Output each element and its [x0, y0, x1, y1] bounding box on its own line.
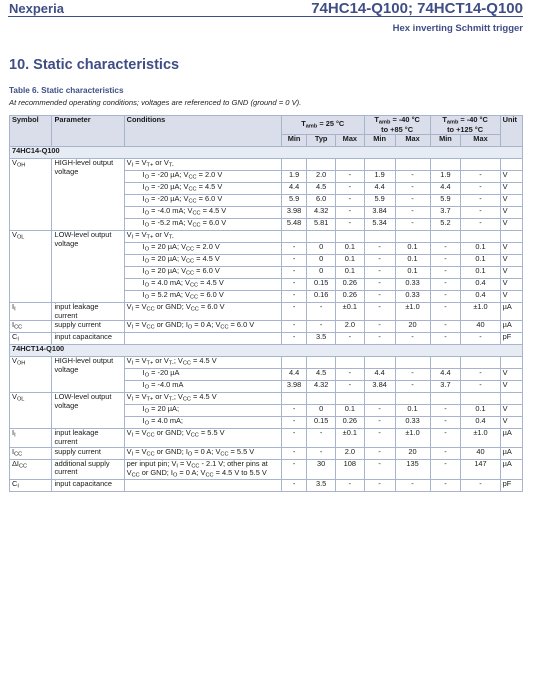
cell-unit: pF: [500, 480, 522, 492]
cell-max85: 0.1: [395, 243, 430, 255]
cell-min85: -: [364, 321, 395, 333]
cell-max125: -: [461, 207, 500, 219]
symbol-cell: $C_I$: [10, 333, 52, 345]
cell-unit: µA: [500, 429, 522, 447]
cell-max85: -: [395, 333, 430, 345]
cell-typ25: 3.5: [307, 333, 336, 345]
cell-max125: 0.1: [461, 405, 500, 417]
condition-cell: $V_I = V_{T+}$ or $V_{T-}$; $V_{CC} = 4.5$ V: [124, 357, 281, 369]
cell-min25: -: [281, 279, 306, 291]
cell-typ25: 4.32: [307, 207, 336, 219]
cell-typ25: -: [307, 429, 336, 447]
cell-max85: 0.33: [395, 417, 430, 429]
cell-min125: 3.7: [430, 381, 461, 393]
cell-max25: 0.1: [336, 243, 365, 255]
document-title: 74HC14-Q100; 74HCT14-Q100: [311, 0, 523, 17]
empty-cell: [336, 159, 365, 171]
header-tamb-85: $T_{amb} = -40$ °C to +85 °C: [364, 116, 430, 135]
cell-min25: 3.98: [281, 207, 306, 219]
cell-min85: -: [364, 303, 395, 321]
empty-cell: [461, 159, 500, 171]
cell-max125: -: [461, 369, 500, 381]
table-row: [10, 357, 523, 369]
symbol-cell: $V_{OH}$: [10, 357, 52, 393]
cell-unit: V: [500, 243, 522, 255]
cell-min85: -: [364, 267, 395, 279]
cell-typ25: 2.0: [307, 171, 336, 183]
cell-min85: -: [364, 429, 395, 447]
cell-max85: 20: [395, 447, 430, 459]
symbol-cell: $C_I$: [10, 480, 52, 492]
empty-cell: [336, 231, 365, 243]
cell-typ25: 5.81: [307, 219, 336, 231]
cell-min85: 4.4: [364, 369, 395, 381]
cell-unit: V: [500, 171, 522, 183]
empty-cell: [430, 231, 461, 243]
cell-typ25: -: [307, 303, 336, 321]
cell-min125: -: [430, 255, 461, 267]
header-symbol: Symbol: [10, 116, 52, 147]
cell-min25: -: [281, 267, 306, 279]
cell-min125: -: [430, 405, 461, 417]
cell-max85: -: [395, 171, 430, 183]
parameter-cell: LOW-level output voltage: [52, 393, 124, 429]
cell-unit: V: [500, 417, 522, 429]
cell-min25: -: [281, 429, 306, 447]
cell-min85: 4.4: [364, 183, 395, 195]
condition-cell: $I_O = -4.0$ mA; $V_{CC} = 4.5$ V: [124, 207, 281, 219]
condition-cell: [124, 480, 281, 492]
group-header-row: [10, 345, 523, 357]
cell-typ25: -: [307, 321, 336, 333]
empty-cell: [500, 231, 522, 243]
cell-unit: V: [500, 279, 522, 291]
cell-min125: 5.2: [430, 219, 461, 231]
empty-cell: [364, 393, 395, 405]
cell-min125: 5.9: [430, 195, 461, 207]
cell-min25: -: [281, 447, 306, 459]
brand-name: Nexperia: [9, 1, 64, 16]
cell-max125: ±1.0: [461, 429, 500, 447]
cell-max25: 2.0: [336, 447, 365, 459]
parameter-cell: LOW-level output voltage: [52, 231, 124, 303]
cell-unit: V: [500, 207, 522, 219]
condition-cell: $I_O = 4.0$ mA; $V_{CC} = 4.5$ V: [124, 279, 281, 291]
cell-min25: -: [281, 303, 306, 321]
cell-min25: 4.4: [281, 183, 306, 195]
cell-max85: 0.1: [395, 405, 430, 417]
empty-cell: [461, 393, 500, 405]
group-name: 74HC14-Q100: [10, 147, 523, 159]
empty-cell: [281, 159, 306, 171]
cell-max85: -: [395, 207, 430, 219]
cell-max125: 147: [461, 459, 500, 480]
empty-cell: [395, 357, 430, 369]
cell-typ25: 0: [307, 267, 336, 279]
cell-max125: 0.1: [461, 255, 500, 267]
cell-max125: 40: [461, 321, 500, 333]
empty-cell: [500, 159, 522, 171]
parameter-cell: input leakage current: [52, 429, 124, 447]
cell-min25: 5.9: [281, 195, 306, 207]
cell-min85: 5.34: [364, 219, 395, 231]
cell-unit: V: [500, 183, 522, 195]
condition-cell: $V_I = V_{T+}$ or $V_{T-}$: [124, 231, 281, 243]
cell-max25: -: [336, 171, 365, 183]
cell-typ25: 0.15: [307, 279, 336, 291]
empty-cell: [307, 159, 336, 171]
cell-max25: -: [336, 207, 365, 219]
header-max: Max: [461, 135, 500, 147]
cell-max125: 0.1: [461, 243, 500, 255]
cell-typ25: 4.5: [307, 183, 336, 195]
cell-min25: 4.4: [281, 369, 306, 381]
condition-cell: $I_O = -20$ µA: [124, 369, 281, 381]
cell-max85: -: [395, 219, 430, 231]
cell-min125: -: [430, 459, 461, 480]
cell-min85: 3.84: [364, 381, 395, 393]
cell-max25: ±0.1: [336, 303, 365, 321]
cell-max85: 0.33: [395, 279, 430, 291]
parameter-cell: HIGH-level output voltage: [52, 357, 124, 393]
table-row: [10, 447, 523, 459]
cell-unit: V: [500, 369, 522, 381]
cell-min25: -: [281, 333, 306, 345]
condition-cell: $I_O = -5.2$ mA; $V_{CC} = 6.0$ V: [124, 219, 281, 231]
cell-min125: -: [430, 333, 461, 345]
table-row: [10, 459, 523, 480]
empty-cell: [307, 357, 336, 369]
empty-cell: [461, 231, 500, 243]
cell-min25: 5.48: [281, 219, 306, 231]
cell-min125: 4.4: [430, 183, 461, 195]
cell-max85: -: [395, 183, 430, 195]
empty-cell: [395, 393, 430, 405]
cell-min25: -: [281, 255, 306, 267]
cell-max85: -: [395, 480, 430, 492]
cell-min85: -: [364, 405, 395, 417]
cell-min85: 3.84: [364, 207, 395, 219]
symbol-cell: $I_I$: [10, 303, 52, 321]
cell-min125: -: [430, 429, 461, 447]
cell-min25: 3.98: [281, 381, 306, 393]
cell-max125: -: [461, 480, 500, 492]
cell-min85: -: [364, 243, 395, 255]
cell-typ25: -: [307, 447, 336, 459]
cell-typ25: 4.5: [307, 369, 336, 381]
empty-cell: [307, 393, 336, 405]
cell-min85: -: [364, 459, 395, 480]
condition-cell: $I_O = 20$ µA;: [124, 405, 281, 417]
cell-max125: -: [461, 171, 500, 183]
cell-max25: 0.26: [336, 291, 365, 303]
parameter-cell: input capacitance: [52, 333, 124, 345]
cell-max25: -: [336, 480, 365, 492]
empty-cell: [364, 357, 395, 369]
group-name: 74HCT14-Q100: [10, 345, 523, 357]
static-characteristics-table: [9, 115, 523, 492]
cell-max85: 0.33: [395, 291, 430, 303]
cell-min25: -: [281, 480, 306, 492]
cell-min125: 3.7: [430, 207, 461, 219]
condition-cell: [124, 333, 281, 345]
cell-min125: -: [430, 267, 461, 279]
cell-min125: -: [430, 480, 461, 492]
cell-min85: -: [364, 447, 395, 459]
cell-unit: V: [500, 267, 522, 279]
cell-min85: -: [364, 291, 395, 303]
cell-typ25: 6.0: [307, 195, 336, 207]
cell-min25: -: [281, 243, 306, 255]
header-conditions: Conditions: [124, 116, 281, 147]
condition-cell: $I_O = -4.0$ mA: [124, 381, 281, 393]
condition-cell: $V_I = V_{T+}$ or $V_{T-}$; $V_{CC} = 4.5$ V: [124, 393, 281, 405]
cell-max25: 0.1: [336, 255, 365, 267]
symbol-cell: $I_{CC}$: [10, 321, 52, 333]
cell-max85: -: [395, 381, 430, 393]
cell-min125: -: [430, 447, 461, 459]
condition-cell: $I_O = -20$ µA; $V_{CC} = 6.0$ V: [124, 195, 281, 207]
cell-min85: -: [364, 417, 395, 429]
table-row: [10, 393, 523, 405]
cell-max85: ±1.0: [395, 303, 430, 321]
header-min: Min: [430, 135, 461, 147]
cell-typ25: 4.32: [307, 381, 336, 393]
header-max: Max: [395, 135, 430, 147]
table-header-row: [10, 116, 523, 135]
cell-max25: ±0.1: [336, 429, 365, 447]
cell-max85: ±1.0: [395, 429, 430, 447]
header-tamb-25: $T_{amb} = 25$ °C: [281, 116, 364, 135]
header-min: Min: [364, 135, 395, 147]
cell-min125: -: [430, 243, 461, 255]
cell-max85: -: [395, 369, 430, 381]
cell-unit: µA: [500, 447, 522, 459]
condition-cell: $V_I = V_{CC}$ or GND; $V_{CC} = 6.0$ V: [124, 303, 281, 321]
cell-unit: V: [500, 405, 522, 417]
condition-cell: $I_O = -20$ µA; $V_{CC} = 2.0$ V: [124, 171, 281, 183]
parameter-cell: additional supply current: [52, 459, 124, 480]
cell-typ25: 30: [307, 459, 336, 480]
cell-max125: 0.4: [461, 417, 500, 429]
parameter-cell: input capacitance: [52, 480, 124, 492]
table-row: [10, 231, 523, 243]
cell-max125: -: [461, 195, 500, 207]
cell-max25: -: [336, 333, 365, 345]
table-caption: Table 6. Static characteristics: [9, 86, 124, 95]
cell-min125: -: [430, 321, 461, 333]
cell-unit: pF: [500, 333, 522, 345]
cell-min25: -: [281, 459, 306, 480]
empty-cell: [395, 231, 430, 243]
empty-cell: [336, 357, 365, 369]
cell-min125: -: [430, 303, 461, 321]
cell-min85: -: [364, 255, 395, 267]
condition-cell: $I_O = 20$ µA; $V_{CC} = 6.0$ V: [124, 267, 281, 279]
empty-cell: [307, 231, 336, 243]
parameter-cell: supply current: [52, 321, 124, 333]
header-unit: Unit: [500, 116, 522, 147]
cell-max25: 0.26: [336, 417, 365, 429]
cell-max85: 0.1: [395, 255, 430, 267]
header-divider: [8, 16, 523, 17]
cell-min85: -: [364, 480, 395, 492]
empty-cell: [336, 393, 365, 405]
cell-max85: 135: [395, 459, 430, 480]
cell-max25: 2.0: [336, 321, 365, 333]
condition-cell: $I_O = -20$ µA; $V_{CC} = 4.5$ V: [124, 183, 281, 195]
condition-cell: per input pin; $V_I = V_{CC} - 2.1$ V; other pins at $V_{CC}$ or GND; $I_O = 0$ A; $V_{CC} = 4.5$ V to 5.5 V: [124, 459, 281, 480]
cell-max85: 0.1: [395, 267, 430, 279]
header-min: Min: [281, 135, 306, 147]
symbol-cell: $I_{CC}$: [10, 447, 52, 459]
cell-max125: 0.4: [461, 291, 500, 303]
condition-cell: $I_O = 5.2$ mA; $V_{CC} = 6.0$ V: [124, 291, 281, 303]
empty-cell: [500, 357, 522, 369]
cell-unit: µA: [500, 321, 522, 333]
cell-typ25: 0: [307, 243, 336, 255]
cell-max125: 0.4: [461, 279, 500, 291]
condition-cell: $V_I = V_{T+}$ or $V_{T-}$: [124, 159, 281, 171]
cell-max25: -: [336, 369, 365, 381]
condition-cell: $I_O = 20$ µA; $V_{CC} = 2.0$ V: [124, 243, 281, 255]
cell-max125: ±1.0: [461, 303, 500, 321]
cell-unit: µA: [500, 459, 522, 480]
symbol-cell: $I_I$: [10, 429, 52, 447]
cell-max125: -: [461, 219, 500, 231]
cell-typ25: 0.16: [307, 291, 336, 303]
cell-typ25: 3.5: [307, 480, 336, 492]
cell-min85: -: [364, 279, 395, 291]
cell-max125: 0.1: [461, 267, 500, 279]
header-typ: Typ: [307, 135, 336, 147]
table-row: [10, 159, 523, 171]
cell-min85: 5.9: [364, 195, 395, 207]
empty-cell: [281, 393, 306, 405]
parameter-cell: input leakage current: [52, 303, 124, 321]
cell-min125: -: [430, 279, 461, 291]
cell-unit: V: [500, 219, 522, 231]
empty-cell: [364, 159, 395, 171]
empty-cell: [281, 231, 306, 243]
cell-max25: -: [336, 219, 365, 231]
cell-max25: -: [336, 183, 365, 195]
table-subcaption: At recommended operating conditions; voltages are referenced to GND (ground = 0 V).: [9, 98, 302, 107]
section-title: 10. Static characteristics: [9, 57, 180, 73]
parameter-cell: HIGH-level output voltage: [52, 159, 124, 231]
parameter-cell: supply current: [52, 447, 124, 459]
empty-cell: [430, 159, 461, 171]
cell-max125: -: [461, 381, 500, 393]
cell-max125: -: [461, 183, 500, 195]
table-row: [10, 321, 523, 333]
cell-max25: 0.26: [336, 279, 365, 291]
cell-max25: 0.1: [336, 405, 365, 417]
empty-cell: [461, 357, 500, 369]
cell-min25: -: [281, 321, 306, 333]
cell-unit: µA: [500, 303, 522, 321]
cell-max25: 0.1: [336, 267, 365, 279]
cell-unit: V: [500, 255, 522, 267]
empty-cell: [281, 357, 306, 369]
cell-min25: 1.9: [281, 171, 306, 183]
table-row: [10, 480, 523, 492]
cell-min85: 1.9: [364, 171, 395, 183]
table-row: [10, 333, 523, 345]
header-parameter: Parameter: [52, 116, 124, 147]
header-max: Max: [336, 135, 365, 147]
document-subtitle: Hex inverting Schmitt trigger: [392, 23, 523, 34]
condition-cell: $V_I = V_{CC}$ or GND; $I_O = 0$ A; $V_{CC} = 6.0$ V: [124, 321, 281, 333]
cell-typ25: 0: [307, 255, 336, 267]
cell-unit: V: [500, 291, 522, 303]
cell-typ25: 0: [307, 405, 336, 417]
cell-max85: -: [395, 195, 430, 207]
table-row: [10, 429, 523, 447]
header-tamb-125: $T_{amb} = -40$ °C to +125 °C: [430, 116, 500, 135]
condition-cell: $I_O = 20$ µA; $V_{CC} = 4.5$ V: [124, 255, 281, 267]
symbol-cell: $\Delta I_{CC}$: [10, 459, 52, 480]
cell-min125: 1.9: [430, 171, 461, 183]
cell-max125: 40: [461, 447, 500, 459]
empty-cell: [364, 231, 395, 243]
condition-cell: $I_O = 4.0$ mA;: [124, 417, 281, 429]
cell-min25: -: [281, 291, 306, 303]
condition-cell: $V_I = V_{CC}$ or GND; $I_O = 0$ A; $V_{CC} = 5.5$ V: [124, 447, 281, 459]
empty-cell: [395, 159, 430, 171]
condition-cell: $V_I = V_{CC}$ or GND; $V_{CC} = 5.5$ V: [124, 429, 281, 447]
cell-unit: V: [500, 381, 522, 393]
table-row: [10, 303, 523, 321]
symbol-cell: $V_{OH}$: [10, 159, 52, 231]
symbol-cell: $V_{OL}$: [10, 231, 52, 303]
cell-min25: -: [281, 417, 306, 429]
cell-max25: -: [336, 381, 365, 393]
empty-cell: [430, 393, 461, 405]
cell-max125: -: [461, 333, 500, 345]
cell-min125: -: [430, 417, 461, 429]
empty-cell: [500, 393, 522, 405]
symbol-cell: $V_{OL}$: [10, 393, 52, 429]
cell-typ25: 0.15: [307, 417, 336, 429]
cell-max85: 20: [395, 321, 430, 333]
cell-min125: -: [430, 291, 461, 303]
empty-cell: [430, 357, 461, 369]
cell-unit: V: [500, 195, 522, 207]
cell-max25: 108: [336, 459, 365, 480]
cell-min25: -: [281, 405, 306, 417]
cell-min125: 4.4: [430, 369, 461, 381]
cell-max25: -: [336, 195, 365, 207]
group-header-row: [10, 147, 523, 159]
cell-min85: -: [364, 333, 395, 345]
